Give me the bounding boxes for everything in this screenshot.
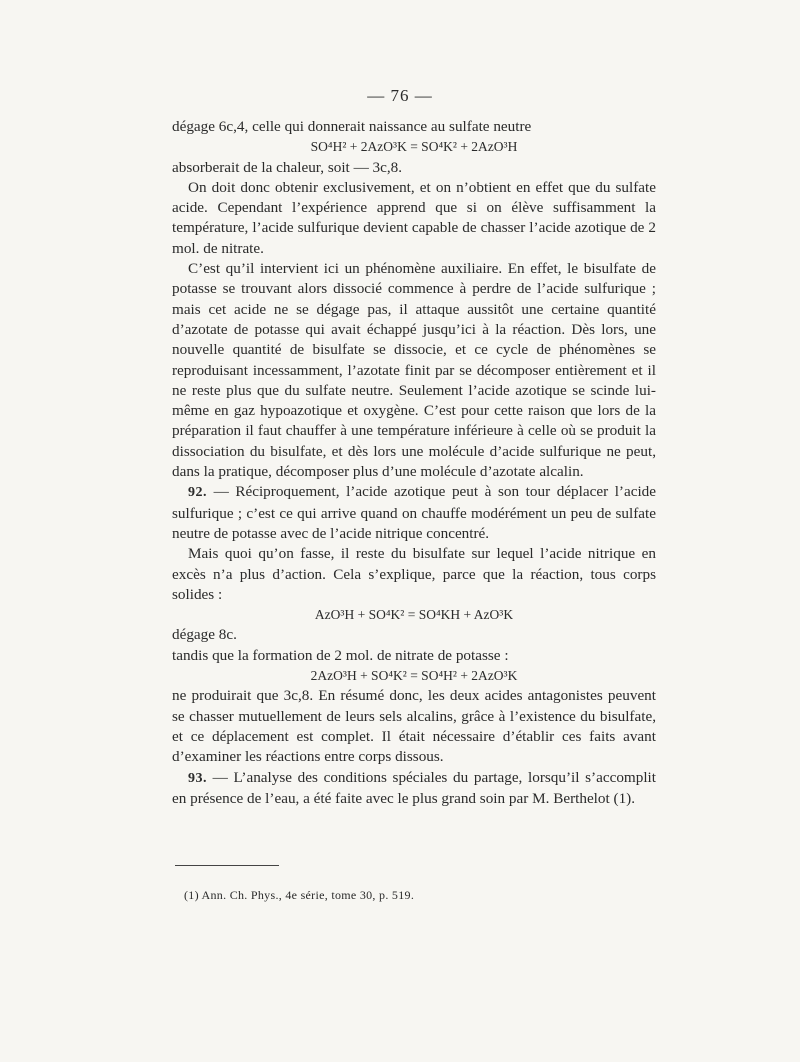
paragraph: absorberait de la chaleur, soit — 3c,8. xyxy=(172,158,403,176)
page-number: — 76 — xyxy=(367,86,433,105)
paragraph-text: — Réciproquement, l’acide azotique peut à son tour déplacer l’acide sulfurique ; c’est ce qui arrive quand on chauffe modérément un peu de sulfate neutre de potasse avec de l’acide nitrique concentré. xyxy=(172,483,657,542)
paragraph: dégage 8c. xyxy=(172,626,237,644)
formula: AzO³H + SO⁴K² = SO⁴KH + AzO³K xyxy=(314,607,514,623)
section-number: 92. xyxy=(188,485,207,501)
paragraph: tandis que la formation de 2 mol. de nitrate de potasse : xyxy=(172,646,509,664)
paragraph: Mais quoi qu’on fasse, il reste du bisulfate sur lequel l’acide nitrique en excès n’a plus d’action. Cela s’explique, parce que la réaction, tous corps solides : xyxy=(172,545,656,603)
paragraph-text: — L’analyse des conditions spéciales du partage, lorsqu’il s’accomplit en présence de l’eau, a été faite avec le plus grand soin par M. Berthelot (1). xyxy=(172,768,657,807)
footnote: (1) Ann. Ch. Phys., 4e série, tome 30, p. 519. xyxy=(184,888,415,902)
paragraph-93 xyxy=(172,768,656,810)
formula: 2AzO³H + SO⁴K² = SO⁴H² + 2AzO³K xyxy=(310,668,518,684)
paragraph-92 xyxy=(172,482,656,544)
body-text xyxy=(172,117,656,809)
paragraph: On doit donc obtenir exclusivement, et on n’obtient en effet que du sulfate acide. Cependant l’expérience apprend que si on élève suffisamment la température, l’acide sulfurique devient capable de chasser l’acide azotique de 2 mol. de nitrate. xyxy=(172,178,656,257)
paragraph: dégage 6c,4, celle qui donnerait naissance au sulfate neutre xyxy=(172,118,532,135)
paragraph: C’est qu’il intervient ici un phénomène auxiliaire. En effet, le bisulfate de potasse se trouvant alors dissocié commence à perdre de l’acide sulfurique ; mais cet acide ne se dégage pas, il attaque aussitôt une certaine quantité d’azotate de potasse qui avait échappé jusqu’ici à la réaction. Dès lors, une nouvelle quantité de bisulfate se dissocie, et ce cycle de phénomènes se reproduisant incessamment, l’azotate finit par se décomposer entièrement et il ne reste plus que du sulfate neutre. Seulement l’acide azotique se scinde lui-même en gaz hypoazotique et oxygène. C’est pour cette raison que lors de la préparation il faut chauffer à une température inférieure à celle où se produit la dissociation du bisulfate, et dès lors une molécule d’acide sulfurique ne peut, dans la pratique, décomposer plus d’une molécule d’azotate alcalin. xyxy=(172,260,656,481)
formula: SO⁴H² + 2AzO³K = SO⁴K² + 2AzO³H xyxy=(310,139,518,155)
paragraph: ne produirait que 3c,8. En résumé donc, les deux acides antagonistes peuvent se chasser mutuellement de leurs sels alcalins, grâce à l’existence du bisulfate, et ce déplacement est complet. Il était nécessaire d’établir ces faits avant d’examiner les réactions entre corps dissous. xyxy=(172,687,656,766)
footnote-divider xyxy=(175,865,279,866)
section-number: 93. xyxy=(188,770,207,786)
